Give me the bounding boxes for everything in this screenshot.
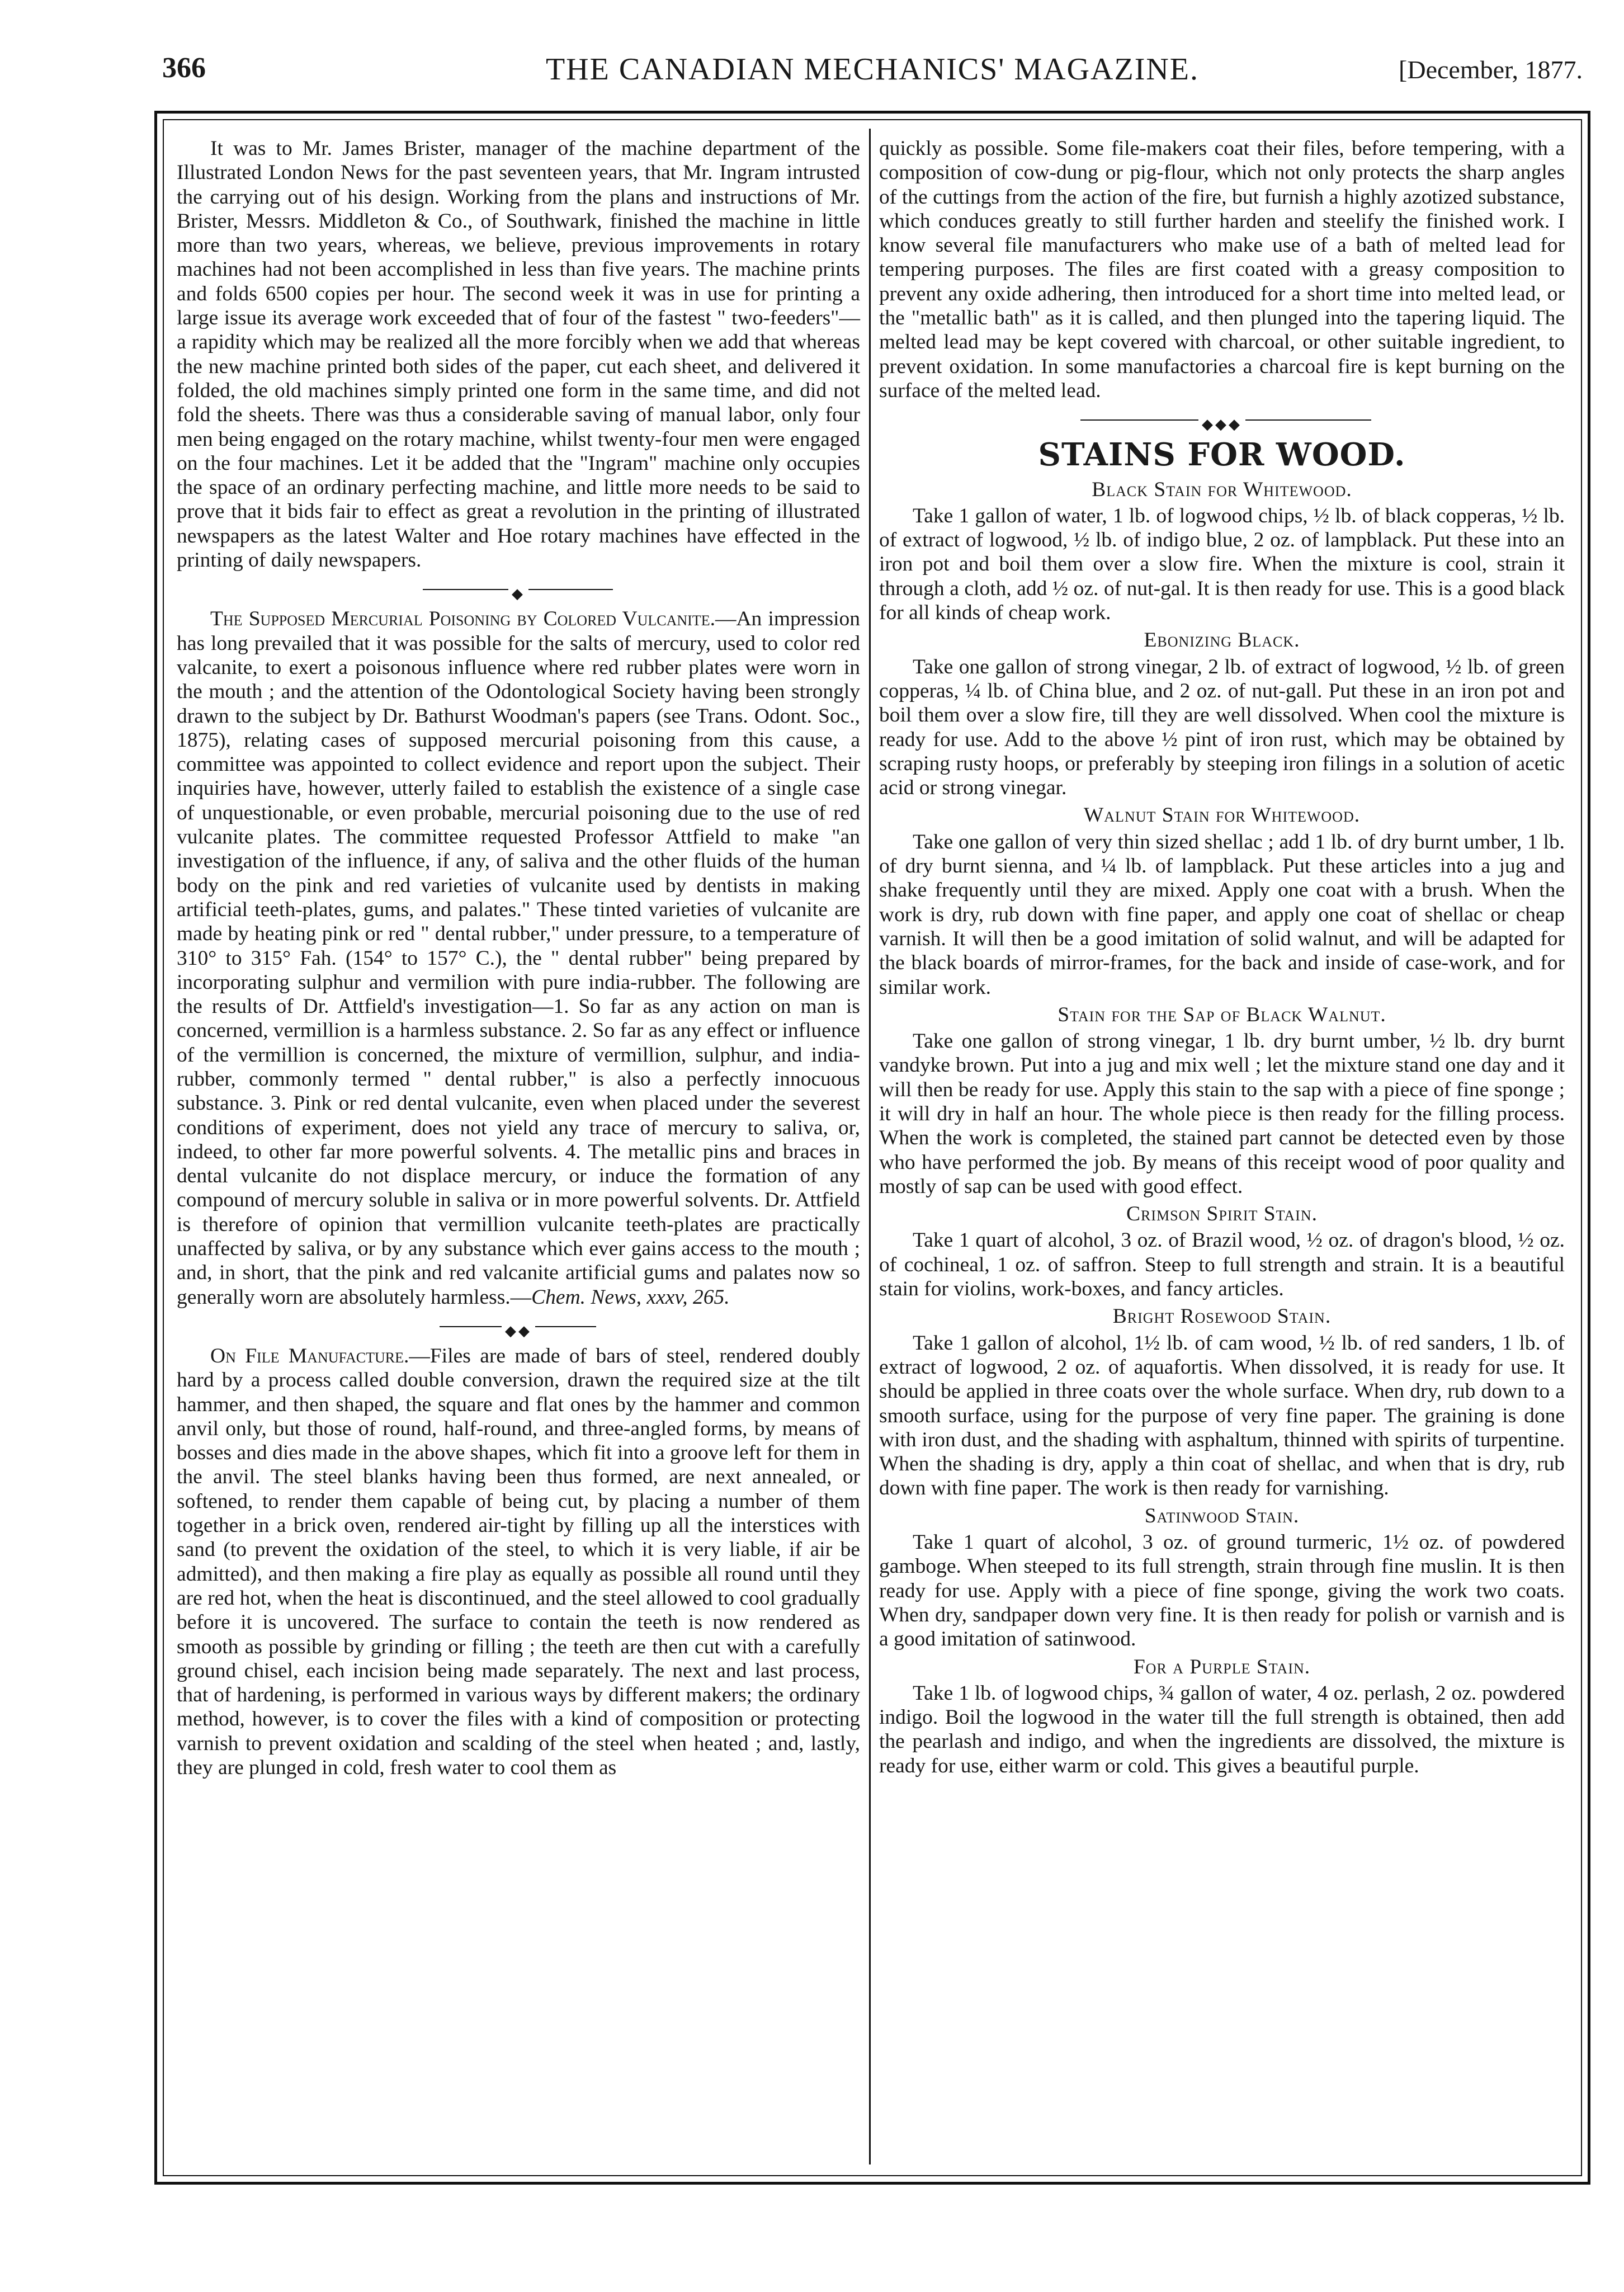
issue-date: [December, 1877. [1399, 55, 1583, 84]
magazine-title: THE CANADIAN MECHANICS' MAGAZINE. [545, 52, 1200, 87]
recipe-text: Take one gallon of strong vinegar, 2 lb. of extract of logwood, ½ lb. of green copperas, ¼ lb. of China blue, and 2 oz. of nut-gall. Put these in an iron pot and boil them over a slow fire, till they are well dissolved. When cool the mixture is ready for use. Add to the above ½ pint of iron rust, which may be obtained by scraping rusty hoops, or preferably by steeping iron filings in a solution of acetic acid or strong vinegar. [879, 655, 1565, 800]
recipe-title: Black Stain for Whitewood. [1092, 478, 1352, 501]
column-divider [869, 129, 871, 2164]
recipe-title: Crimson Spirit Stain. [1126, 1202, 1318, 1226]
recipe-text: Take 1 quart of alcohol, 3 oz. of ground turmeric, 1½ oz. of powdered gamboge. When steeped to its full strength, strain through fine muslin. It is then ready for use. Apply with a piece of fine sponge, giving the work two coats. When dry, sandpaper down very fine. It is then ready for polish or varnish and is a good imitation of satinwood. [879, 1531, 1565, 1651]
recipe-title: Bright Rosewood Stain. [1112, 1305, 1332, 1328]
recipe-text: Take 1 gallon of alcohol, 1½ lb. of cam wood, ½ lb. of red sanders, 1 lb. of extract of logwood, 2 oz. of aquafortis. When dissolved, it is ready for use. It should be applied in three coats over the whole surface. When dry, rub down to a smooth surface, using for the purpose of very fine paper. The graining is done with iron dust, and the shading with asphaltum, thinned with spirits of turpentine. When the shading is dry, apply a thin coat of shellac, and when that is dry, rub down with fine paper. The work is then ready for varnishing. [879, 1331, 1565, 1500]
right-column [879, 136, 1565, 1778]
recipe-text: Take one gallon of strong vinegar, 1 lb. dry burnt umber, ½ lb. dry burnt vandyke brown. Put into a jug and mix well ; let the mixture stand one day and it will then be ready for use. Apply this stain to the sap with a piece of fine sponge ; it will dry in half an hour. The whole piece is then ready for the filling process. When the work is completed, the stained part cannot be detected even by those who have performed the job. By means of this receipt wood of poor quality and mostly of sap can be used with good effect. [879, 1030, 1565, 1198]
mercury-article [177, 607, 860, 1309]
recipe-title: For a Purple Stain. [1133, 1655, 1311, 1678]
file-heading: On File Manufacture. [210, 1344, 409, 1367]
file-continuation: quickly as possible. Some file-makers coat their files, before tempering, with a composition of cow-dung or pig-flour, which not only protects the sharp angles of the cuttings from the action of the fire, but furnish a highly azotized substance, which conduces greatly to still further harden and steelify the finished work. I know several file manufacturers who make use of a bath of melted lead for tempering purposes. The files are first coated with a greasy composition to prevent any oxide adhering, then introduced for a short time into melted lead, or the "metallic bath" as it is called, and then plunged into the tapering liquid. The melted lead may be kept covered with charcoal, or other suitable ingredient, to prevent oxidation. In some manufactories a charcoal fire is kept burning on the surface of the melted lead. [879, 137, 1565, 402]
mercury-text: —An impression has long prevailed that it was possible for the salts of mercury, used to color red valcanite, to exert a poisonous influence where red rubber plates were worn in the mouth ; and the attention of the Odontological Society having been strongly drawn to the subject by Dr. Bathurst Woodman's papers (see Trans. Odont. Soc., 1875), relating cases of supposed mercurial poisoning from this cause, a committee was appointed to collect evidence and report upon the subject. Their inquiries have, however, utterly failed to establish the existence of a single case of unquestionable, or even probable, mercurial poisoning due to the use of red vulcanite plates. The committee requested Professor Attfield to make "an investigation of the influence, if any, of saliva and the other fluids of the human body on the pink and red varieties of vulcanite used by dentists in making artificial teeth-plates, gums, and palates." These tinted varieties of vulcanite are made by heating pink or red " dental rubber," under pressure, to a temperature of 310° to 315° Fah. (154° to 157° C.), the " dental rubber" being prepared by incorporating sulphur and vermilion with pure india-rubber. The following are the results of Dr. Attfield's investigation—1. So far as any action on man is concerned, vermillion is a harmless substance. 2. So far as any effect or influence of the vermillion is concerned, the mixture of vermillion, sulphur, and india-rubber, commonly termed " dental rubber," is also a perfectly innocuous substance. 3. Pink or red dental vulcanite, even when placed under the severest conditions of experiment, does not yield any trace of mercury to saliva, or, indeed, to other far more powerful solvents. 4. The metallic pins and braces in dental vulcanite do not displace mercury, or induce the formation of any compound of mercury soluble in saliva or in more powerful solvents. Dr. Attfield is therefore of opinion that vermillion vulcanite teeth-plates are practically unaffected by saliva, or by any substance which ever gains access to the mouth ; and, in short, that the pink and red valcanite artificial gums and palates now so generally worn are absolutely harmless.— [177, 607, 860, 1309]
page-number: 366 [162, 52, 206, 84]
recipe-title: Walnut Stain for Whitewood. [1083, 804, 1361, 827]
recipe-text: Take 1 lb. of logwood chips, ¾ gallon of water, 4 oz. perlash, 2 oz. powdered indigo. Boil the logwood in the water till the full strength is obtained, then add the pearlash and indigo, and when the ingredients are dissolved, the mixture is ready for use, either warm or cold. This gives a beautiful purple. [879, 1681, 1565, 1777]
recipe-title: Ebonizing Black. [1144, 629, 1300, 652]
mercury-heading: The Supposed Mercurial Poisoning by Colored Vulcanite. [210, 607, 715, 631]
recipe-title: Stain for the Sap of Black Walnut. [1058, 1003, 1386, 1026]
page-header [162, 51, 1583, 96]
stains-section-title: STAINS FOR WOOD. [1038, 436, 1406, 474]
recipe-title: Satinwood Stain. [1144, 1504, 1300, 1527]
recipe-text: Take one gallon of very thin sized shellac ; add 1 lb. of dry burnt umber, 1 lb. of dry burnt sienna, and ¼ lb. of lampblack. Put these articles into a jug and shake frequently until they are mixed. Apply one coat with a brush. When the work is dry, rub down with fine paper, and apply one coat of shellac or cheap varnish. It will then be a good imitation of solid walnut, and will be adapted for the black boards of mirror-frames, for the back and inside of case-work, and for similar work. [879, 830, 1565, 999]
section-ornament: ◆◆◆ [879, 409, 1565, 431]
ingram-machine-paragraph: It was to Mr. James Brister, manager of the machine department of the Illustrated London News for the past seventeen years, that Mr. Ingram intrusted the carrying out of his design. Working from the plans and instructions of Mr. Brister, Messrs. Middleton & Co., of Southwark, finished the machine in little more than two years, whereas, we believe, previous improvements in rotary machines had not been accomplished in less than five years. The machine prints and folds 6500 copies per hour. The second week it was in use for printing a large issue its average work exceeded that of four of the fastest " two-feeders"—a rapidity which may be realized all the more forcibly when we add that whereas the new machine printed both sides of the paper, cut each sheet, and delivered it folded, the old machines simply printed one form in the same time, and did not fold the sheets. There was thus a considerable saving of manual labor, only four men being engaged on the rotary machine, whilst twenty-four men were engaged on the four machines. Let it be added that the "Ingram" machine only occupies the space of an ordinary perfecting machine, and little more needs to be said to prove that it bids fair to effect as great a revolution in the printing of illustrated newspapers as the latest Walter and Hoe rotary machines have effected in the printing of daily newspapers. [177, 137, 860, 572]
recipe-text: Take 1 gallon of water, 1 lb. of logwood chips, ½ lb. of black copperas, ½ lb. of extract of logwood, ½ lb. of indigo blue, 2 oz. of lampblack. Put these into an iron pot and boil them over a slow fire. When the mixture is cool, strain it through a cloth, add ½ oz. of nut-gal. It is then ready for use. This is a good black for all kinds of cheap work. [879, 504, 1565, 625]
recipe-text: Take 1 quart of alcohol, 3 oz. of Brazil wood, ½ oz. of dragon's blood, ½ oz. of cochineal, 1 oz. of saffron. Steep to full strength and strain. It is a beautiful stain for violins, work-boxes, and fancy articles. [879, 1229, 1565, 1301]
section-ornament: ◆◆ [177, 1316, 860, 1337]
left-column [177, 136, 860, 1780]
file-manufacture-article [177, 1344, 860, 1780]
mercury-source: Chem. News, xxxv, 265. [531, 1285, 730, 1309]
section-ornament: ◆ [177, 579, 860, 600]
file-text: —Files are made of bars of steel, rendered doubly hard by a process called double conversion, drawn the required size at the tilt hammer, and then shaped, the square and flat ones by the hammer and common anvil only, but those of round, half-round, and three-angled forms, by means of bosses and dies made in the above shapes, which fit into a groove left for them in the anvil. The steel blanks having been thus formed, are next annealed, or softened, to render them capable of being cut, by placing a number of them together in a brick oven, rendered air-tight by filling up all the interstices with sand (to prevent the oxidation of the steel, to which it is very liable, if air be admitted), and then making a fire play as equally as possible all round until they are red hot, when the heat is discontinued, and the steel allowed to cool gradually before it is uncovered. The surface to contain the teeth is now rendered as smooth as possible by grinding or filling ; the teeth are then cut with a carefully ground chisel, each incision being made separately. The next and last process, that of hardening, is performed in various ways by different makers; the ordinary method, however, is to cover the files with a kind of composition or protecting varnish to prevent oxidation and scalding of the steel when heated ; and, lastly, they are plunged in cold, fresh water to cool them as [177, 1344, 860, 1779]
